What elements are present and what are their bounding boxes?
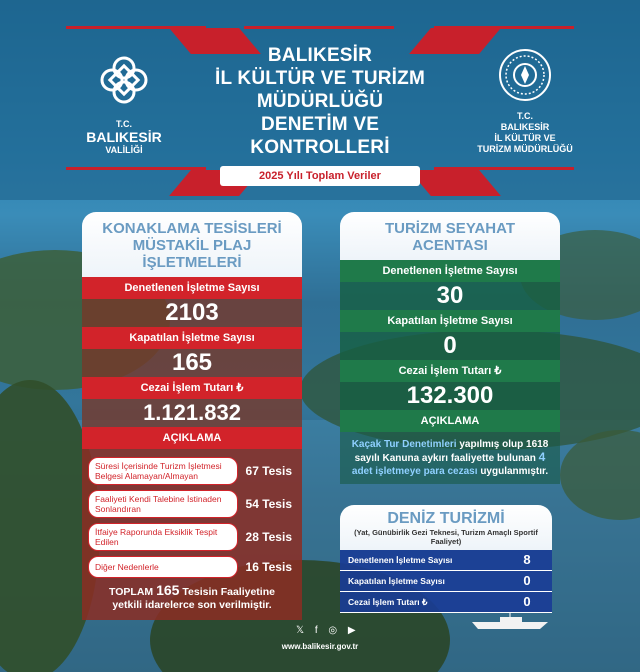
list-item	[88, 523, 296, 551]
desc-text-end: uygulanmıştır.	[480, 466, 549, 477]
deniz-title: DENİZ TURİZMİ	[387, 510, 505, 527]
fine-label	[340, 360, 560, 382]
konaklama-panel	[82, 212, 302, 620]
seyahat-title-line: TURİZM SEYAHAT	[384, 220, 515, 237]
closed-label: Kapatılan İşletme Sayısı	[82, 327, 302, 349]
row-label	[340, 592, 502, 612]
inspected-label: Denetlenen İşletme Sayısı	[340, 260, 560, 282]
summary-prefix: TOPLAM	[109, 586, 154, 598]
title-line: DENETİM VE	[260, 114, 380, 135]
list-item	[88, 490, 296, 518]
logo-right-line4: TURİZM MÜDÜRLÜĞÜ	[477, 144, 573, 154]
seyahat-panel	[340, 212, 560, 484]
fine-label-text: Cezai İşlem Tutarı	[140, 382, 234, 394]
knot-icon	[94, 50, 154, 110]
title-line: BALIKESİR	[267, 45, 373, 66]
logo-right-line2: BALIKESİR	[500, 122, 550, 132]
reason-count: 67 Tesis	[245, 464, 292, 478]
deniz-panel	[340, 505, 552, 613]
social-icons[interactable]: 𝕏 f ◎ ▶	[296, 625, 360, 636]
logo-left-line1: T.C.	[115, 119, 132, 129]
desc-text: yapılmış olup 1618 sayılı Kanuna aykırı faaliyette bulunan	[354, 439, 549, 464]
inspected-label: Denetlenen İşletme Sayısı	[82, 277, 302, 299]
table-row	[340, 592, 552, 613]
desc-number: 4	[538, 450, 546, 464]
page-title	[200, 44, 440, 159]
row-value: 0	[523, 573, 531, 588]
logo-right-line1: T.C.	[516, 111, 533, 121]
fine-value: 1.121.832	[82, 399, 302, 427]
konaklama-title-line: MÜSTAKİL PLAJ	[132, 237, 252, 254]
konaklama-title-line: KONAKLAMA TESİSLERİ	[102, 220, 282, 237]
reasons-list	[82, 449, 302, 620]
boat-icon	[470, 612, 550, 630]
lira-icon: ₺	[236, 382, 244, 394]
description-label: AÇIKLAMA	[340, 410, 560, 432]
fine-value: 132.300	[340, 382, 560, 410]
list-item	[88, 556, 296, 578]
fine-label	[82, 377, 302, 399]
summary-suffix: yetkili idarelerce son verilmiştir.	[112, 599, 272, 611]
reason-label: Diğer Nedenlerle	[88, 556, 238, 578]
inspected-value: 2103	[82, 299, 302, 327]
year-label: 2025 Yılı Toplam Veriler	[220, 166, 420, 186]
closed-value: 165	[82, 349, 302, 377]
ministry-logo	[460, 48, 590, 155]
table-row	[340, 571, 552, 592]
deniz-header	[340, 505, 552, 550]
summary-mid: Tesisin Faaliyetine	[182, 586, 275, 598]
desc-highlight-2: adet işletmeye para cezası	[351, 466, 478, 477]
reason-label: İtfaiye Raporunda Eksiklik Tespit Edilen	[88, 523, 238, 551]
row-label-text: Cezai İşlem Tutarı	[348, 597, 420, 607]
seyahat-title	[340, 212, 560, 260]
closed-label: Kapatılan İşletme Sayısı	[340, 310, 560, 332]
description-label: AÇIKLAMA	[82, 427, 302, 449]
title-line: İL KÜLTÜR VE TURİZM	[215, 68, 425, 89]
title-line: MÜDÜRLÜĞÜ	[256, 91, 384, 112]
logo-left-line3: VALİLİĞİ	[105, 145, 143, 155]
row-value: 0	[523, 594, 531, 609]
list-item	[88, 457, 296, 485]
reason-count: 28 Tesis	[245, 530, 292, 544]
konaklama-summary	[88, 584, 296, 612]
row-value: 8	[523, 552, 531, 567]
konaklama-title-line: İŞLETMELERİ	[142, 254, 242, 271]
header-stripe	[66, 167, 206, 170]
row-label: Kapatılan İşletme Sayısı	[348, 576, 445, 586]
reason-label: Faaliyeti Kendi Talebine İstinaden Sonlandıran	[88, 490, 238, 518]
lira-icon: ₺	[494, 365, 502, 377]
reason-label: Süresi İçerisinde Turizm İşletmesi Belgesi Alamayan/Almayan	[88, 457, 238, 485]
reason-count: 16 Tesis	[245, 560, 292, 574]
ministry-seal-icon	[498, 48, 552, 102]
row-label: Denetlenen İşletme Sayısı	[348, 555, 453, 565]
logo-right-line3: İL KÜLTÜR VE	[494, 133, 556, 143]
konaklama-title	[82, 212, 302, 277]
fine-label-text: Cezai İşlem Tutarı	[398, 365, 492, 377]
lira-icon: ₺	[422, 597, 428, 607]
header-stripe	[244, 26, 394, 29]
seyahat-title-line: ACENTASI	[412, 237, 488, 254]
desc-highlight: Kaçak Tur Denetimleri	[351, 439, 457, 450]
website-link[interactable]: www.balikesir.gov.tr	[281, 642, 359, 651]
table-row	[340, 550, 552, 571]
summary-number: 165	[156, 582, 180, 598]
reason-count: 54 Tesis	[245, 497, 292, 511]
logo-left-line2: BALIKESİR	[86, 129, 162, 145]
valilik-logo	[64, 50, 184, 155]
seyahat-description	[340, 432, 560, 484]
title-line: KONTROLLERİ	[250, 137, 390, 158]
inspected-value: 30	[340, 282, 560, 310]
deniz-subtitle: (Yat, Günübirlik Gezi Teknesi, Turizm Amaçlı Sportif Faaliyet)	[354, 528, 538, 546]
closed-value: 0	[340, 332, 560, 360]
